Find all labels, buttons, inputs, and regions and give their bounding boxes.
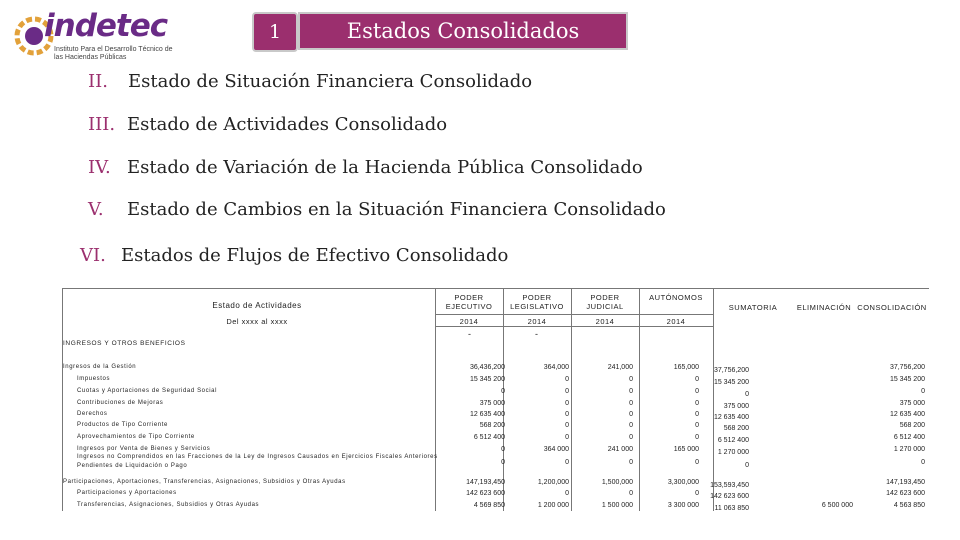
table-cell-value: 6 512 400 bbox=[473, 434, 505, 441]
section-number-badge: 1 bbox=[252, 12, 298, 52]
list-numeral: VI. bbox=[80, 245, 106, 266]
table-cell-value: 1 200 000 bbox=[537, 502, 569, 509]
list-text: Estados de Flujos de Efectivo Consolidado bbox=[121, 245, 509, 266]
column-header: PODER JUDICIAL bbox=[586, 293, 624, 311]
table-cell-value: 1 270 000 bbox=[893, 446, 925, 453]
row-label-continued: Pendientes de Liquidación o Pago bbox=[77, 463, 188, 469]
table-cell-value: 142 623 600 bbox=[886, 490, 925, 497]
table-title: Estado de Actividades bbox=[212, 301, 302, 310]
list-numeral: III. bbox=[88, 114, 116, 135]
dash-mark: - bbox=[468, 329, 471, 339]
list-item-v bbox=[88, 199, 666, 220]
table-cell-value: 4 569 850 bbox=[473, 502, 505, 509]
table-cell-value: 375 000 bbox=[899, 400, 925, 407]
table-cell-value: 12 635 400 bbox=[469, 411, 505, 418]
table-cell-value: 0 bbox=[629, 411, 633, 418]
table-cell-value: 0 bbox=[629, 490, 633, 497]
table-cell-value: 0 bbox=[629, 400, 633, 407]
row-label: Derechos bbox=[77, 411, 108, 417]
table-cell-value: 0 bbox=[629, 422, 633, 429]
column-year: 2014 bbox=[666, 317, 686, 326]
table-cell-value: 15 345 200 bbox=[469, 376, 505, 383]
table-cell-value: 15 345 200 bbox=[713, 379, 749, 386]
table-cell-value: 3 300 000 bbox=[667, 502, 699, 509]
table-period: Del xxxx al xxxx bbox=[226, 317, 288, 326]
table-cell-value: 0 bbox=[695, 388, 699, 395]
table-cell-value: 142 623 600 bbox=[710, 493, 749, 500]
table-cell-value: 0 bbox=[629, 376, 633, 383]
column-year: 2014 bbox=[527, 317, 547, 326]
table-cell-value: 1,200,000 bbox=[537, 479, 569, 486]
table-cell-value: 0 bbox=[629, 434, 633, 441]
table-cell-value: 0 bbox=[695, 411, 699, 418]
table-cell-value: 165,000 bbox=[673, 364, 699, 371]
table-cell-value: 0 bbox=[745, 391, 749, 398]
list-item-iii bbox=[88, 114, 447, 135]
row-label: Ingresos por Venta de Bienes y Servicios bbox=[77, 446, 211, 452]
table-cell-value: 0 bbox=[565, 376, 569, 383]
table-cell-value: 0 bbox=[565, 422, 569, 429]
table-cell-value: 0 bbox=[629, 388, 633, 395]
table-cell-value: 37,756,200 bbox=[889, 364, 925, 371]
table-cell-value: 0 bbox=[695, 434, 699, 441]
row-label: Participaciones y Aportaciones bbox=[77, 490, 177, 496]
table-cell-value: 568 200 bbox=[479, 422, 505, 429]
list-numeral: IV. bbox=[88, 157, 111, 178]
row-label: Impuestos bbox=[77, 376, 111, 382]
table-cell-value: 0 bbox=[565, 411, 569, 418]
row-label: Productos de Tipo Corriente bbox=[77, 422, 168, 428]
section-label: INGRESOS Y OTROS BENEFICIOS bbox=[63, 340, 186, 347]
table-cell-value: 0 bbox=[501, 459, 505, 466]
table-cell-value: 375 000 bbox=[723, 403, 749, 410]
table-cell-value: 241 000 bbox=[607, 446, 633, 453]
column-year: 2014 bbox=[459, 317, 479, 326]
table-cell-value: 0 bbox=[501, 446, 505, 453]
table-cell-value: 0 bbox=[501, 388, 505, 395]
logo-wordmark: indetec bbox=[44, 8, 168, 44]
table-cell-value: 0 bbox=[695, 400, 699, 407]
table-cell-value: 0 bbox=[695, 376, 699, 383]
row-label: Ingresos de la Gestión bbox=[63, 364, 137, 370]
table-cell-value: 12 635 400 bbox=[889, 411, 925, 418]
table-cell-value: 0 bbox=[565, 490, 569, 497]
column-header: ELIMINACIÓN bbox=[796, 303, 852, 312]
row-label: Contribuciones de Mejoras bbox=[77, 400, 164, 406]
table-cell-value: 1 270 000 bbox=[717, 449, 749, 456]
column-header: AUTÓNOMOS bbox=[649, 293, 703, 302]
table-cell-value: 147,193,450 bbox=[466, 479, 505, 486]
table-cell-value: 3,300,000 bbox=[667, 479, 699, 486]
row-label: Participaciones, Aportaciones, Transferencias, Asignaciones, Subsidios y Otras Ayudas bbox=[63, 479, 346, 485]
table-cell-value: 6 500 000 bbox=[821, 502, 853, 509]
table-cell-value: 1,500,000 bbox=[601, 479, 633, 486]
table-cell-value: 4 563 850 bbox=[893, 502, 925, 509]
column-header: SUMATORIA bbox=[728, 303, 778, 312]
table-cell-value: 142 623 600 bbox=[466, 490, 505, 497]
table-cell-value: 0 bbox=[565, 434, 569, 441]
page-title: Estados Consolidados bbox=[298, 12, 628, 50]
table-cell-value: 0 bbox=[695, 459, 699, 466]
estado-actividades-table bbox=[62, 288, 929, 511]
table-cell-value: 12 635 400 bbox=[713, 414, 749, 421]
column-header: PODER LEGISLATIVO bbox=[510, 293, 564, 311]
table-cell-value: 36,436,200 bbox=[469, 364, 505, 371]
table-cell-value: 165 000 bbox=[673, 446, 699, 453]
table-cell-value: 0 bbox=[695, 422, 699, 429]
table-cell-value: 15 345 200 bbox=[889, 376, 925, 383]
table-cell-value: 0 bbox=[695, 490, 699, 497]
row-label: Ingresos no Comprendidos en las Fracciones de la Ley de Ingresos Causados en Ejercicios Fiscales Anteriores bbox=[77, 454, 438, 460]
table-cell-value: 0 bbox=[565, 388, 569, 395]
column-header: CONSOLIDACIÓN bbox=[857, 303, 927, 312]
table-cell-value: 241,000 bbox=[607, 364, 633, 371]
list-numeral: II. bbox=[88, 71, 108, 92]
column-year: 2014 bbox=[595, 317, 615, 326]
logo-subtitle: Instituto Para el Desarrollo Técnico de las Haciendas Públicas bbox=[54, 46, 173, 61]
table-cell-value: 0 bbox=[745, 462, 749, 469]
table-cell-value: 6 512 400 bbox=[717, 437, 749, 444]
row-label: Cuotas y Aportaciones de Seguridad Social bbox=[77, 388, 218, 394]
row-label: Aprovechamientos de Tipo Corriente bbox=[77, 434, 195, 440]
list-item-vi bbox=[80, 245, 508, 266]
table-cell-value: 11 063 850 bbox=[714, 505, 749, 511]
list-item-ii bbox=[88, 71, 532, 92]
table-cell-value: 1 500 000 bbox=[601, 502, 633, 509]
list-item-iv bbox=[88, 157, 643, 178]
column-header: PODER EJECUTIVO bbox=[445, 293, 493, 311]
table-cell-value: 147,193,450 bbox=[886, 479, 925, 486]
list-numeral: V. bbox=[88, 199, 104, 220]
table-cell-value: 568 200 bbox=[899, 422, 925, 429]
list-text: Estado de Cambios en la Situación Financiera Consolidado bbox=[127, 199, 666, 220]
table-cell-value: 568 200 bbox=[723, 425, 749, 432]
list-text: Estado de Situación Financiera Consolidado bbox=[128, 71, 533, 92]
table-cell-value: 153,593,450 bbox=[710, 482, 749, 489]
table-cell-value: 0 bbox=[921, 388, 925, 395]
table-cell-value: 375 000 bbox=[479, 400, 505, 407]
dash-mark: - bbox=[535, 329, 538, 339]
table-cell-value: 0 bbox=[629, 459, 633, 466]
table-cell-value: 37,756,200 bbox=[713, 367, 749, 374]
table-cell-value: 364,000 bbox=[543, 364, 569, 371]
table-cell-value: 0 bbox=[565, 459, 569, 466]
table-cell-value: 0 bbox=[565, 400, 569, 407]
indetec-logo bbox=[14, 8, 184, 64]
list-text: Estado de Actividades Consolidado bbox=[127, 114, 448, 135]
row-label: Transferencias, Asignaciones, Subsidios y Otras Ayudas bbox=[77, 502, 260, 508]
table-cell-value: 0 bbox=[921, 459, 925, 466]
list-text: Estado de Variación de la Hacienda Pública Consolidado bbox=[127, 157, 643, 178]
table-cell-value: 6 512 400 bbox=[893, 434, 925, 441]
table-cell-value: 364 000 bbox=[543, 446, 569, 453]
